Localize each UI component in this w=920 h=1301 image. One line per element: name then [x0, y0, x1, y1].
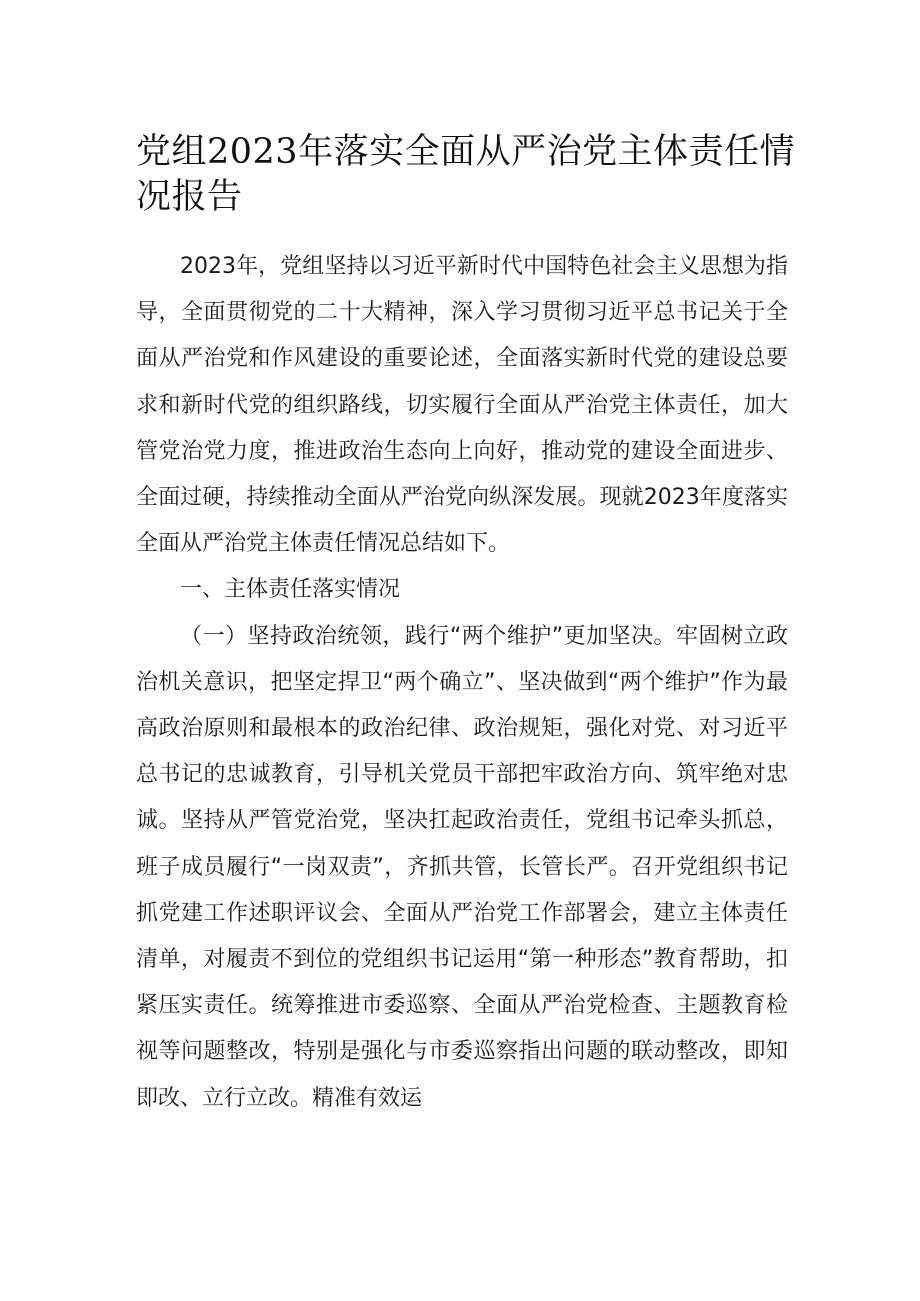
document-title: 党组2023年落实全面从严治党主体责任情况报告 — [136, 132, 796, 217]
document-body — [136, 244, 788, 1122]
intro-paragraph: 2023年，党组坚持以习近平新时代中国特色社会主义思想为指导，全面贯彻党的二十大精神，深入学习贯彻习近平总书记关于全面从严治党和作风建设的重要论述，全面落实新时代党的建设总要求和新时代党的组织路线，切实履行全面从严治党主体责任，加大管党治党力度，推进政治生态向上向好，推动党的建设全面进步、全面过硬，持续推动全面从严治党向纵深发展。现就2023年度落实全面从严治党主体责任情况总结如下。 — [136, 254, 788, 557]
section-paragraph: （一）坚持政治统领，践行“两个维护”更加坚决。牢固树立政治机关意识，把坚定捍卫“两个确立”、坚决做到“两个维护”作为最高政治原则和最根本的政治纪律、政治规矩，强化对党、对习近平总书记的忠诚教育，引导机关党员干部把牢政治方向、筑牢绝对忠诚。坚持从严管党治党，坚决扛起政治责任，党组书记牵头抓总，班子成员履行“一岗双责”，齐抓共管，长管长严。召开党组织书记抓党建工作述职评议会、全面从严治党工作部署会，建立主体责任清单，对履责不到位的党组织书记运用“第一种形态”教育帮助，扣紧压实责任。统筹推进市委巡察、全面从严治党检查、主题教育检视等问题整改，特别是强化与市委巡察指出问题的联动整改，即知即改、立行立改。精准有效运 — [136, 623, 789, 1111]
section-heading: 一、主体责任落实情况 — [180, 577, 401, 603]
